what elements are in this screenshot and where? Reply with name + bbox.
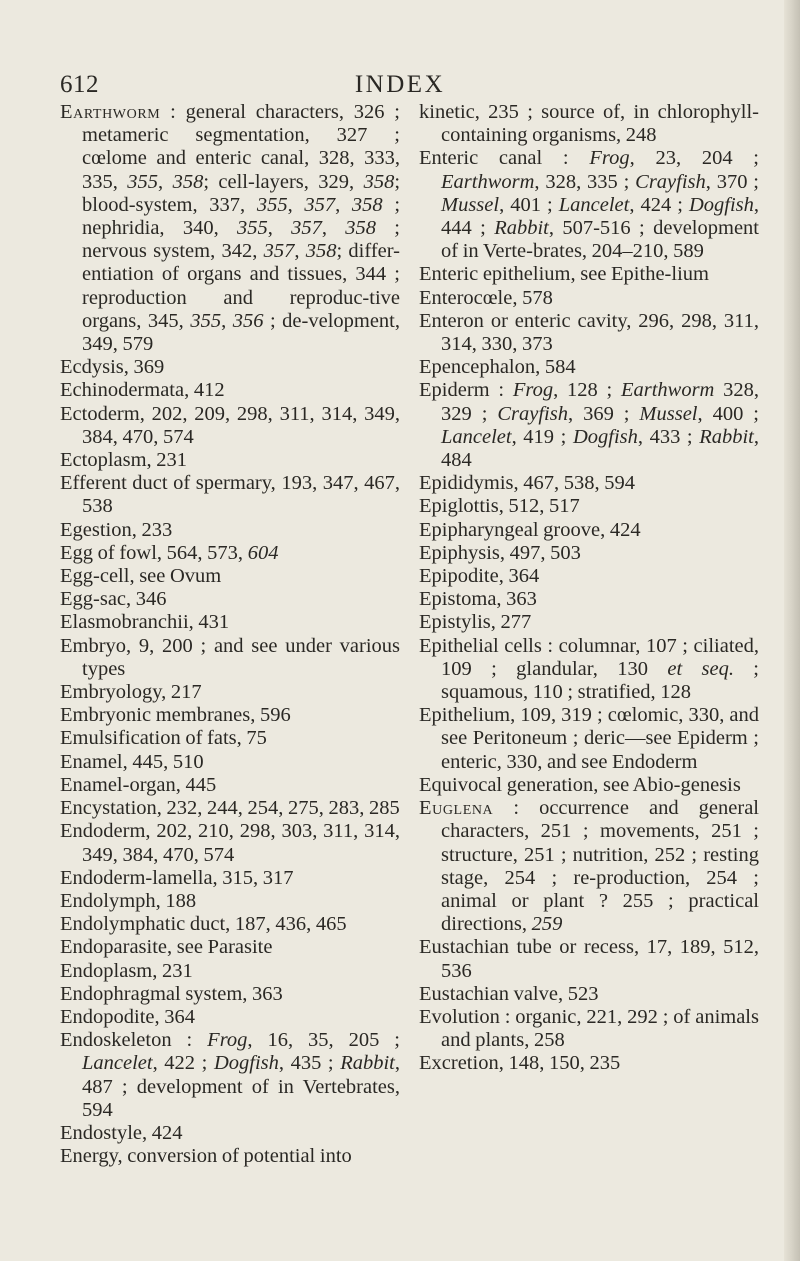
index-entry-segment: , 433 ; bbox=[637, 425, 700, 448]
index-entry-segment: Endophragmal system, 363 bbox=[60, 982, 283, 1005]
index-column-right bbox=[419, 101, 759, 1076]
index-entry-segment: Mussel bbox=[441, 193, 500, 216]
index-entry-segment: Elasmobranchii, 431 bbox=[60, 611, 230, 634]
index-entry-segment: Egg-sac, 346 bbox=[60, 588, 167, 611]
index-entry-segment: ; differ-entiation of organs and tissues, 344 ; reproduction and reproduc-tive organs, 345, bbox=[82, 240, 400, 332]
index-entry-segment: Euglena bbox=[419, 797, 494, 820]
index-entry bbox=[60, 1029, 400, 1122]
index-entry bbox=[419, 1006, 759, 1052]
index-entry-segment: 358 bbox=[351, 193, 383, 216]
index-entry-segment: Embryo, 9, 200 ; and see under various types bbox=[60, 634, 400, 680]
index-entry-segment: Endoskeleton : bbox=[60, 1029, 208, 1052]
index-entry bbox=[419, 936, 759, 982]
index-entry-segment: , 370 ; bbox=[705, 170, 759, 193]
index-entry bbox=[60, 797, 400, 820]
index-entry-segment: Enteric canal : bbox=[419, 147, 590, 170]
index-entry-segment: : occurrence and general characters, 251 ; movements, 251 ; structure, 251 ; nutrition, 252 ; resting stage, 254 ; re-production, 254 ; animal or plant ? 255 ; practical directions, bbox=[441, 797, 759, 936]
index-entry-segment: Encystation, 232, 244, 254, 275, 283, 285 bbox=[60, 797, 400, 820]
index-entry-segment: Echinodermata, 412 bbox=[60, 379, 225, 402]
index-entry bbox=[60, 983, 400, 1006]
index-entry bbox=[419, 611, 759, 634]
index-entry-segment: Epithelium, 109, 319 ; cœlomic, 330, and see Peritoneum ; deric—see Epiderm ; enteric, 330, and see Endoderm bbox=[419, 704, 759, 773]
index-entry-segment: , 487 ; development of in Vertebrates, 594 bbox=[82, 1052, 401, 1121]
index-entry-segment: 358 bbox=[305, 240, 337, 263]
index-entry-segment: Endoderm, 202, 210, 298, 303, 311, 314, 349, 384, 470, 574 bbox=[60, 820, 400, 866]
index-entry-segment: ; nephridia, 340, bbox=[82, 193, 401, 240]
book-spine-shadow bbox=[784, 0, 800, 1261]
index-entry-segment: Egg-cell, see Ovum bbox=[60, 565, 222, 588]
index-entry-segment: 355 bbox=[236, 217, 268, 240]
index-entry-segment: 355 bbox=[256, 193, 288, 216]
index-entry-segment: Dogfish bbox=[213, 1052, 279, 1075]
index-entry-segment: Equivocal generation, see Abio-genesis bbox=[419, 773, 741, 796]
index-entry-segment: Energy, conversion of potential into bbox=[60, 1145, 352, 1168]
index-entry bbox=[60, 519, 400, 542]
index-entry bbox=[60, 542, 400, 565]
index-entry-segment: , 128 ; bbox=[553, 379, 621, 402]
index-entry bbox=[60, 565, 400, 588]
index-entry-segment: Ectoplasm, 231 bbox=[60, 449, 188, 472]
index-entry bbox=[60, 356, 400, 379]
index-entry-segment: Epiphysis, 497, 503 bbox=[419, 541, 581, 564]
index-entry-segment: , 484 bbox=[441, 425, 760, 472]
index-entry-segment: 355 bbox=[127, 170, 159, 193]
index-entry bbox=[60, 635, 400, 681]
index-entry-segment: Rabbit bbox=[340, 1052, 395, 1075]
index-entry bbox=[60, 774, 400, 797]
index-entry-segment: ; blood-system, 337, bbox=[82, 170, 401, 216]
index-entry bbox=[60, 472, 400, 518]
index-entry-segment: Enteric epithelium, see Epithe-lium bbox=[419, 263, 709, 286]
index-entry-segment: Epencephalon, 584 bbox=[419, 356, 576, 379]
page-number: 612 bbox=[60, 71, 99, 98]
index-entry-segment: 357 bbox=[304, 193, 336, 216]
index-entry bbox=[60, 820, 400, 866]
index-entry-segment: , 435 ; bbox=[278, 1052, 341, 1075]
index-entry bbox=[60, 449, 400, 472]
index-entry-segment: Frog bbox=[207, 1029, 248, 1052]
index-entry-segment: Endoderm-lamella, 315, 317 bbox=[60, 866, 294, 889]
index-columns bbox=[60, 101, 770, 1231]
index-entry bbox=[60, 588, 400, 611]
index-entry-segment: Emulsification of fats, 75 bbox=[60, 727, 267, 750]
index-entry-segment: Dogfish bbox=[688, 193, 754, 216]
index-entry-segment: et seq. bbox=[667, 657, 734, 680]
index-entry bbox=[60, 727, 400, 750]
index-entry-segment: , 369 ; bbox=[567, 402, 640, 425]
index-entry-segment: , 16, 35, 205 ; bbox=[247, 1029, 400, 1052]
index-entry-segment: Lancelet bbox=[82, 1052, 153, 1075]
index-entry-segment: Enterocœle, 578 bbox=[419, 286, 553, 309]
index-entry bbox=[419, 774, 759, 797]
index-entry bbox=[60, 101, 400, 356]
index-entry-segment: Mussel bbox=[639, 402, 698, 425]
index-entry bbox=[419, 147, 759, 263]
index-entry bbox=[60, 936, 400, 959]
index-entry bbox=[419, 310, 759, 356]
index-entry-segment: Enteron or enteric cavity, 296, 298, 311, 314, 330, 373 bbox=[419, 309, 759, 356]
index-entry-segment: 604 bbox=[247, 541, 279, 564]
index-entry bbox=[60, 867, 400, 890]
index-entry-segment: Epiderm : bbox=[419, 379, 513, 402]
index-entry-segment: Endoplasm, 231 bbox=[60, 959, 193, 982]
index-entry bbox=[419, 495, 759, 518]
index-entry-segment: Epipodite, 364 bbox=[419, 565, 540, 588]
index-entry-segment: 358 bbox=[345, 217, 377, 240]
index-entry bbox=[419, 704, 759, 774]
index-entry-segment: Endostyle, 424 bbox=[60, 1121, 183, 1144]
index-entry-segment: Rabbit bbox=[699, 425, 754, 448]
index-entry-segment: kinetic, 235 ; source of, in chlorophyll-containing organisms, 248 bbox=[419, 101, 759, 147]
index-entry-segment: Evolution : organic, 221, 292 ; of animals and plants, 258 bbox=[419, 1005, 759, 1052]
index-entry-segment: Frog bbox=[512, 379, 554, 402]
index-entry bbox=[419, 472, 759, 495]
index-entry-segment: ; de-velopment, 349, 579 bbox=[82, 309, 401, 356]
index-entry bbox=[419, 797, 759, 936]
index-entry-segment: 358 bbox=[363, 170, 395, 193]
index-entry-segment: Endopodite, 364 bbox=[60, 1005, 196, 1028]
index-entry-segment: Enamel, 445, 510 bbox=[60, 750, 204, 773]
index-entry-segment: , bbox=[267, 217, 292, 240]
index-entry bbox=[60, 611, 400, 634]
index-entry bbox=[60, 1122, 400, 1145]
index-entry bbox=[419, 565, 759, 588]
index-entry-segment: , 23, 204 ; bbox=[629, 147, 759, 170]
index-entry-segment: ; squamous, 110 ; stratified, 128 bbox=[441, 657, 760, 704]
index-entry-segment: Epistoma, 363 bbox=[419, 588, 537, 611]
index-entry-segment: 355 bbox=[190, 309, 222, 332]
index-entry-segment: Eustachian valve, 523 bbox=[419, 982, 599, 1005]
index-entry-segment: , 419 ; bbox=[511, 425, 573, 448]
index-entry-segment: Lancelet bbox=[558, 193, 630, 216]
index-entry-segment: Crayfish bbox=[497, 402, 568, 425]
index-entry bbox=[419, 287, 759, 310]
index-entry-segment: Lancelet bbox=[441, 425, 512, 448]
index-entry bbox=[419, 101, 759, 147]
index-entry-segment: Endolymphatic duct, 187, 436, 465 bbox=[60, 913, 347, 936]
index-entry bbox=[60, 704, 400, 727]
index-entry-segment: , 422 ; bbox=[152, 1052, 214, 1075]
index-entry-segment: Rabbit bbox=[494, 217, 549, 240]
index-entry bbox=[419, 983, 759, 1006]
index-entry bbox=[419, 542, 759, 565]
index-entry-segment: ; cell-layers, 329, bbox=[203, 170, 364, 193]
index-entry-segment: Epipharyngeal groove, 424 bbox=[419, 518, 641, 541]
index-entry-segment: , bbox=[287, 193, 305, 216]
index-entry bbox=[419, 263, 759, 286]
index-entry bbox=[60, 379, 400, 402]
index-entry-segment: Earthworm bbox=[60, 101, 161, 123]
index-entry-segment: , 507-516 ; development of in Verte-brates, 204–210, 589 bbox=[441, 217, 759, 263]
index-entry-segment: , 444 ; bbox=[441, 193, 760, 240]
index-entry-segment: Frog bbox=[589, 147, 630, 170]
index-entry bbox=[419, 1052, 759, 1075]
index-entry-segment: Endoparasite, see Parasite bbox=[60, 936, 273, 959]
index-entry bbox=[419, 519, 759, 542]
index-entry-segment: Enamel-organ, 445 bbox=[60, 773, 217, 796]
index-entry-segment: Ecdysis, 369 bbox=[60, 356, 165, 379]
index-entry-segment: , bbox=[321, 217, 346, 240]
index-entry-segment: Crayfish bbox=[635, 170, 706, 193]
index-entry-segment: Excretion, 148, 150, 235 bbox=[419, 1052, 621, 1075]
index-entry-segment: Embryonic membranes, 596 bbox=[60, 704, 291, 727]
index-entry-segment: Eustachian tube or recess, 17, 189, 512, 536 bbox=[419, 936, 759, 982]
running-head: INDEX bbox=[354, 71, 446, 98]
index-entry-segment: , 400 ; bbox=[697, 402, 759, 425]
index-entry bbox=[419, 356, 759, 379]
index-entry-segment: Egestion, 233 bbox=[60, 518, 173, 541]
index-entry-segment: Epistylis, 277 bbox=[419, 611, 532, 634]
index-entry-segment: Efferent duct of spermary, 193, 347, 467, 538 bbox=[60, 472, 400, 518]
index-entry bbox=[419, 588, 759, 611]
index-entry-segment: , 401 ; bbox=[499, 193, 559, 216]
index-entry bbox=[60, 913, 400, 936]
index-entry-segment: Epiglottis, 512, 517 bbox=[419, 495, 580, 518]
index-entry-segment: Embryology, 217 bbox=[60, 681, 202, 704]
index-entry bbox=[419, 635, 759, 705]
index-entry-segment: Dogfish bbox=[572, 425, 638, 448]
index-entry-segment: , bbox=[158, 170, 173, 193]
index-entry-segment: ; nervous system, 342, bbox=[82, 217, 401, 263]
index-entry-segment: Epididymis, 467, 538, 594 bbox=[419, 472, 636, 495]
index-entry bbox=[60, 1145, 400, 1168]
index-entry bbox=[60, 751, 400, 774]
index-entry-segment: , 328, 335 ; bbox=[534, 170, 636, 193]
index-entry bbox=[60, 890, 400, 913]
index-entry bbox=[60, 681, 400, 704]
index-entry-segment: , bbox=[221, 309, 233, 332]
index-entry-segment: , bbox=[335, 193, 352, 216]
index-entry-segment: Epithelial cells : columnar, 107 ; ciliated, 109 ; glandular, 130 bbox=[419, 634, 759, 680]
index-column-left bbox=[60, 101, 400, 1168]
index-entry-segment: 358 bbox=[172, 170, 204, 193]
index-entry-segment: 259 bbox=[531, 913, 563, 936]
index-entry-segment: Earthworm bbox=[620, 379, 715, 402]
index-entry bbox=[60, 1006, 400, 1029]
index-entry bbox=[419, 379, 759, 472]
index-entry-segment: 328, 329 ; bbox=[441, 379, 759, 425]
index-entry bbox=[60, 960, 400, 983]
index-entry-segment: Egg of fowl, 564, 573, bbox=[60, 541, 248, 564]
index-entry-segment: 356 bbox=[232, 309, 264, 332]
index-entry-segment: 357 bbox=[291, 217, 322, 240]
index-entry-segment: Endolymph, 188 bbox=[60, 889, 197, 912]
index-entry-segment: , 424 ; bbox=[629, 193, 689, 216]
index-entry bbox=[60, 403, 400, 449]
index-entry-segment: , bbox=[294, 240, 306, 263]
index-entry-segment: : general characters, 326 ; metameric segmentation, 327 ; cœlome and enteric canal, 328, 333, 335, bbox=[82, 101, 400, 193]
index-entry-segment: 357 bbox=[263, 240, 295, 263]
index-entry-segment: Earthworm bbox=[441, 170, 535, 193]
index-entry-segment: Ectoderm, 202, 209, 298, 311, 314, 349, 384, 470, 574 bbox=[60, 402, 400, 448]
